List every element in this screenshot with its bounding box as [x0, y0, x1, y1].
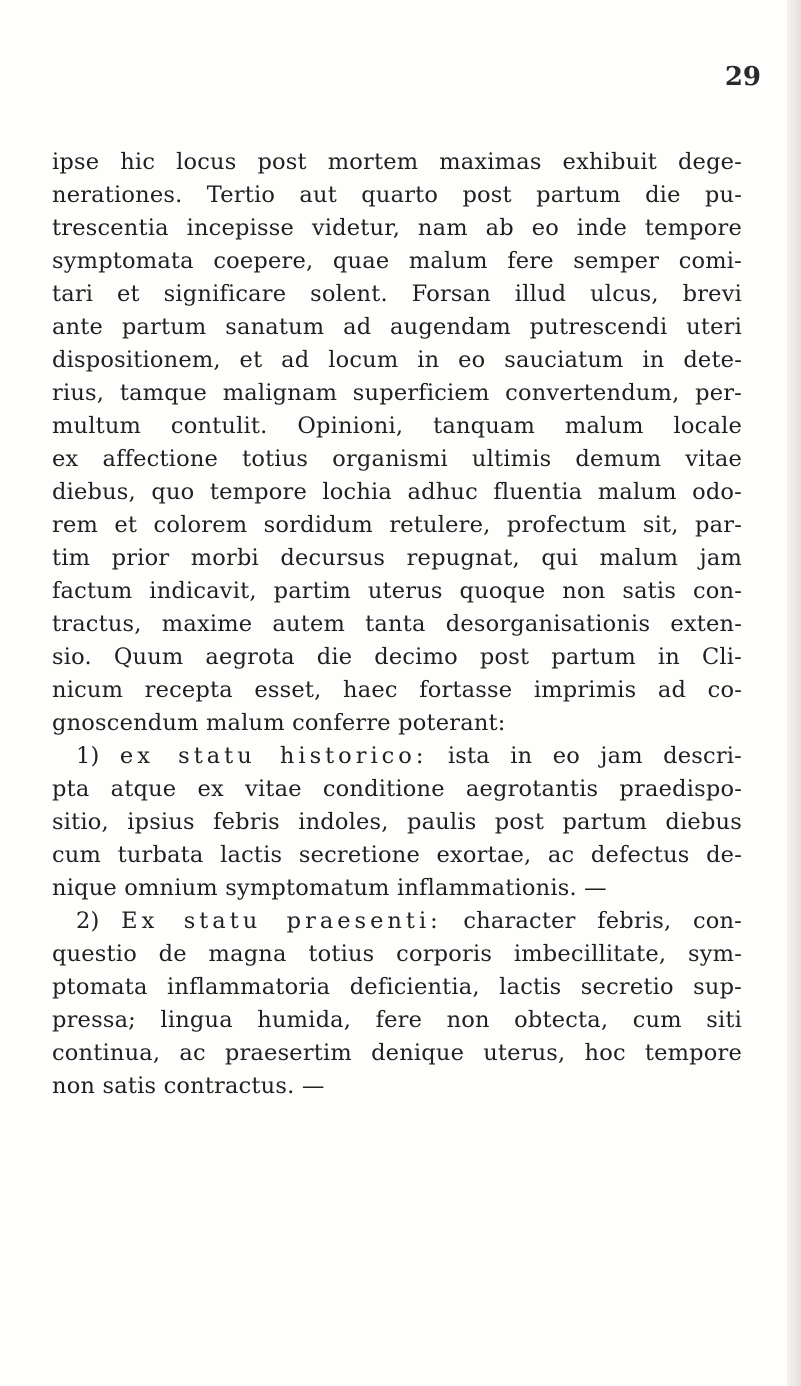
item-2-label: Ex statu praesenti: [121, 908, 442, 934]
text-line: nerationes. Tertio aut quarto post partum die pu- [52, 182, 742, 208]
text-line: symptomata coepere, quae malum fere semper comi- [52, 248, 742, 274]
item-2-marker: 2) [76, 908, 100, 934]
text-line: factum indicavit, partim uterus quoque non satis con- [52, 578, 742, 604]
text-line: nique omnium symptomatum inflammationis. — [52, 875, 607, 901]
item-1-text: ista in eo jam descri- [447, 743, 742, 769]
text-line: trescentia incepisse videtur, nam ab eo inde tempore [52, 215, 742, 241]
text-line: pressa; lingua humida, fere non obtecta, cum siti [52, 1007, 742, 1033]
text-line: sio. Quum aegrota die decimo post partum in Cli- [52, 644, 742, 670]
text-line: nicum recepta esset, haec fortasse imprimis ad co- [52, 677, 742, 703]
text-line: continua, ac praesertim denique uterus, hoc tempore [52, 1040, 742, 1066]
body-text [52, 146, 742, 1103]
text-line: tractus, maxime autem tanta desorganisationis exten- [52, 611, 742, 637]
text-line: questio de magna totius corporis imbecillitate, sym- [52, 941, 742, 967]
text-line: pta atque ex vitae conditione aegrotantis praedispo- [52, 776, 742, 802]
item-1-marker: 1) [76, 743, 100, 769]
text-line: ptomata inflammatoria deficientia, lactis secretio sup- [52, 974, 742, 1000]
text-line: ipse hic locus post mortem maximas exhibuit dege- [52, 149, 742, 175]
text-line: rius, tamque malignam superficiem convertendum, per- [52, 380, 742, 406]
text-line: dispositionem, et ad locum in eo sauciatum in dete- [52, 347, 742, 373]
item-2-first-line [52, 905, 742, 938]
item-1-label: ex statu historico: [119, 743, 428, 769]
page-edge-shadow [787, 0, 801, 1386]
item-1-first-line [52, 740, 742, 773]
text-line: tari et significare solent. Forsan illud ulcus, brevi [52, 281, 742, 307]
item-2-text: character febris, con- [463, 908, 742, 934]
text-line: gnoscendum malum conferre poterant: [52, 710, 506, 736]
text-line: rem et colorem sordidum retulere, profectum sit, par- [52, 512, 742, 538]
text-line: non satis contractus. — [52, 1073, 325, 1099]
text-line: sitio, ipsius febris indoles, paulis post partum diebus [52, 809, 742, 835]
text-line: diebus, quo tempore lochia adhuc fluentia malum odo- [52, 479, 742, 505]
page-number: 29 [724, 62, 761, 92]
text-line: ante partum sanatum ad augendam putrescendi uteri [52, 314, 742, 340]
text-line: multum contulit. Opinioni, tanquam malum locale [52, 413, 742, 439]
text-line: tim prior morbi decursus repugnat, qui malum jam [52, 545, 742, 571]
text-line: cum turbata lactis secretione exortae, ac defectus de- [52, 842, 742, 868]
text-line: ex affectione totius organismi ultimis demum vitae [52, 446, 742, 472]
